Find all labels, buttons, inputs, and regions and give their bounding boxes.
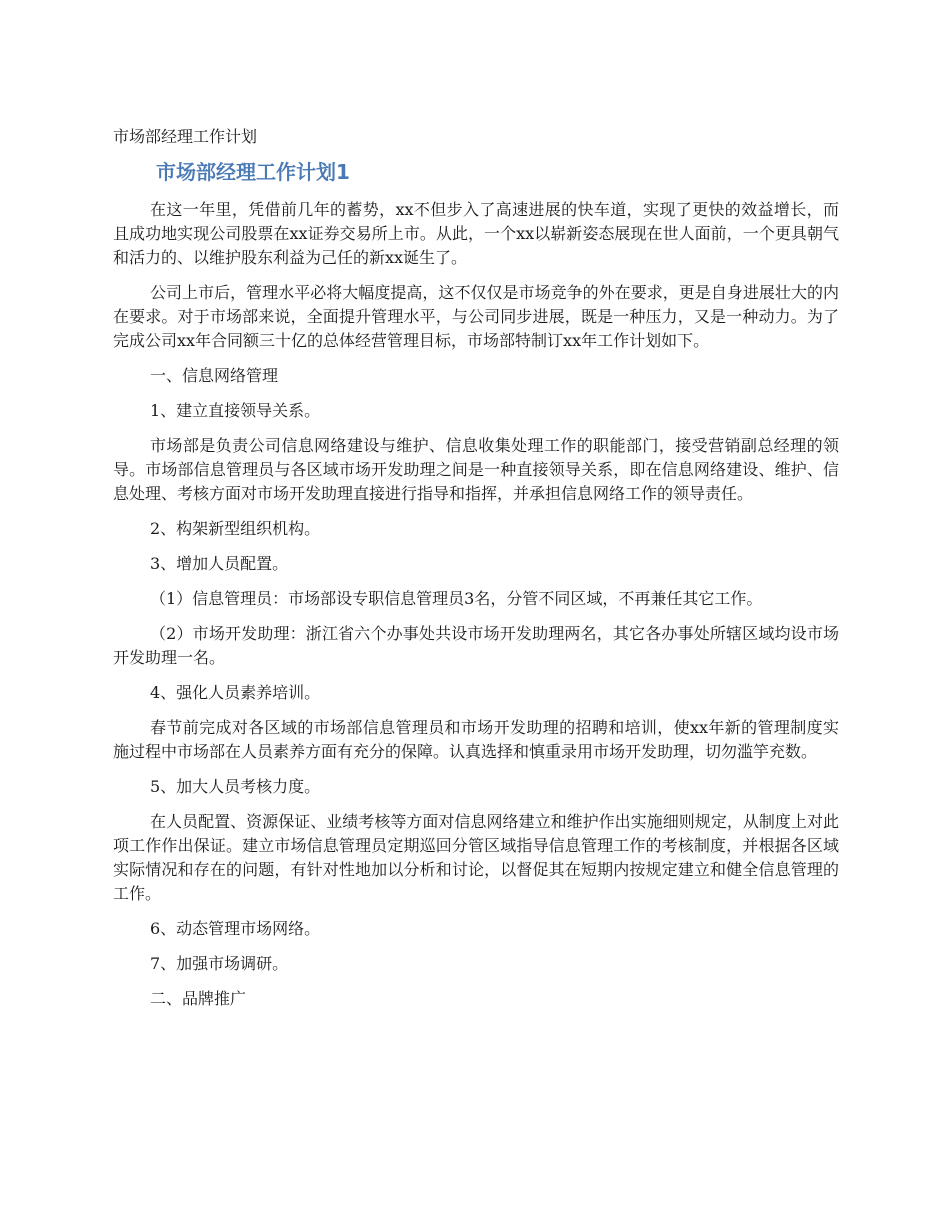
list-item-2: 2、构架新型组织机构。 (150, 519, 321, 538)
sub-item-market-assistant: （2）市场开发助理：浙江省六个办事处共设市场开发助理两名，其它各办事处所辖区域均设市场开发助理一名。 (113, 624, 839, 667)
list-item-5: 5、加大人员考核力度。 (150, 777, 321, 796)
list-item-1: 1、建立直接领导关系。 (150, 401, 321, 420)
paragraph-training: 春节前完成对各区域的市场部信息管理员和市场开发助理的招聘和培训，使xx年新的管理制度实施过程中市场部在人员素养方面有充分的保障。认真选择和慎重录用市场开发助理，切勿滥竽充数。 (113, 718, 839, 761)
paragraph-leadership: 市场部是负责公司信息网络建设与维护、信息收集处理工作的职能部门，接受营销副总经理的领导。市场部信息管理员与各区域市场开发助理之间是一种直接领导关系，即在信息网络建设、维护、信息处理、考核方面对市场开发助理直接进行指导和指挥，并承担信息网络工作的领导责任。 (113, 436, 839, 503)
document-title: 市场部经理工作计划 (113, 127, 258, 146)
paragraph-intro-2: 公司上市后，管理水平必将大幅度提高，这不仅仅是市场竞争的外在要求，更是自身进展壮大的内在要求。对于市场部来说，全面提升管理水平，与公司同步进展，既是一种压力，又是一种动力。为了完成公司xx年合同额三十亿的总体经营管理目标，市场部特制订xx年工作计划如下。 (113, 283, 839, 350)
section-heading: 市场部经理工作计划1 (156, 160, 350, 184)
list-item-3: 3、增加人员配置。 (150, 554, 289, 573)
list-item-4: 4、强化人员素养培训。 (150, 683, 321, 702)
document-page (113, 124, 839, 1022)
paragraph-intro-1: 在这一年里，凭借前几年的蓄势，xx不但步入了高速进展的快车道，实现了更快的效益增长，而且成功地实现公司股票在xx证券交易所上市。从此，一个xx以崭新姿态展现在世人面前，一个更具朝气和活力的、以维护股东利益为己任的新xx诞生了。 (113, 200, 839, 267)
list-item-6: 6、动态管理市场网络。 (150, 919, 321, 938)
paragraph-assessment: 在人员配置、资源保证、业绩考核等方面对信息网络建立和维护作出实施细则规定，从制度上对此项工作作出保证。建立市场信息管理员定期巡回分管区域指导信息管理工作的考核制度，并根据各区域实际情况和存在的问题，有针对性地加以分析和讨论，以督促其在短期内按规定建立和健全信息管理的工作。 (113, 812, 839, 903)
list-item-7: 7、加强市场调研。 (150, 954, 289, 973)
heading-brand-promotion: 二、品牌推广 (150, 989, 247, 1008)
sub-item-info-manager: （1）信息管理员：市场部设专职信息管理员3名，分管不同区域，不再兼任其它工作。 (150, 589, 763, 608)
heading-info-network: 一、信息网络管理 (150, 366, 279, 385)
